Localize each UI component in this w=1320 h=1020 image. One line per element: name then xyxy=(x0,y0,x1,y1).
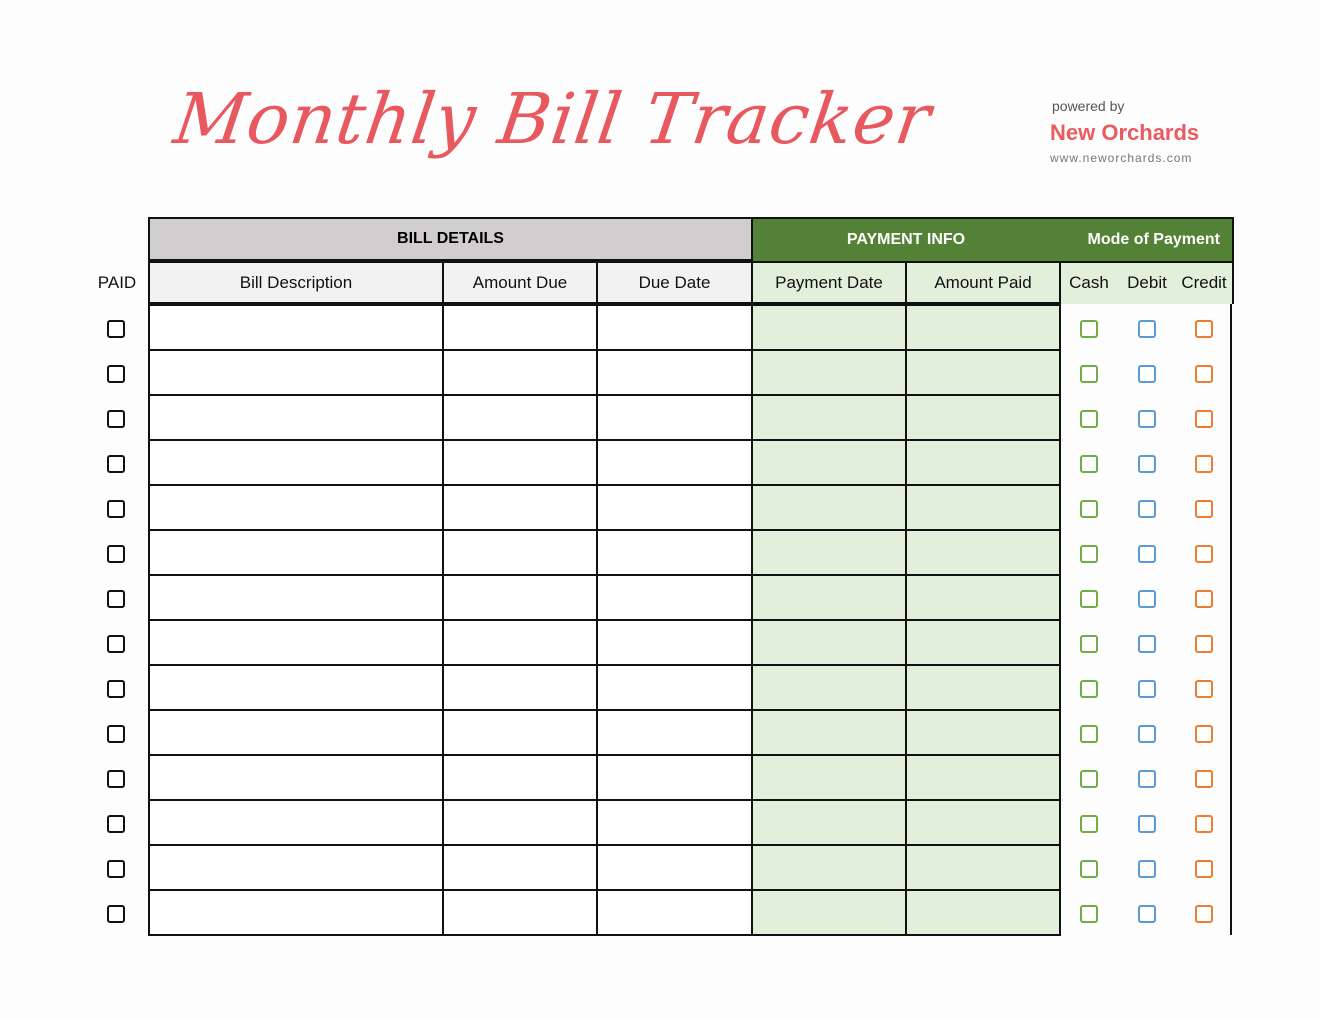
credit-checkbox[interactable] xyxy=(1195,410,1213,428)
table-cell[interactable] xyxy=(596,574,753,621)
table-cell[interactable] xyxy=(596,394,753,441)
cash-checkbox[interactable] xyxy=(1080,455,1098,473)
table-cell[interactable] xyxy=(905,394,1061,441)
table-cell[interactable] xyxy=(148,844,444,891)
debit-checkbox[interactable] xyxy=(1138,320,1156,338)
table-cell[interactable] xyxy=(148,754,444,801)
credit-checkbox[interactable] xyxy=(1195,590,1213,608)
brand-url: www.neworchards.com xyxy=(1050,151,1193,165)
mode-header-debit: Debit xyxy=(1127,272,1167,292)
credit-checkbox[interactable] xyxy=(1195,680,1213,698)
table-cell[interactable] xyxy=(442,709,598,756)
table-cell[interactable] xyxy=(442,439,598,486)
cash-checkbox[interactable] xyxy=(1080,815,1098,833)
table-cell[interactable] xyxy=(596,349,753,396)
cash-checkbox[interactable] xyxy=(1080,725,1098,743)
table-cell[interactable] xyxy=(596,619,753,666)
table-cell[interactable] xyxy=(442,529,598,576)
table-cell[interactable] xyxy=(751,574,907,621)
table-cell[interactable] xyxy=(596,709,753,756)
credit-checkbox[interactable] xyxy=(1195,320,1213,338)
cash-checkbox[interactable] xyxy=(1080,320,1098,338)
paid-checkbox[interactable] xyxy=(107,320,125,338)
credit-checkbox[interactable] xyxy=(1195,770,1213,788)
debit-checkbox[interactable] xyxy=(1138,500,1156,518)
column-header: Payment Date xyxy=(751,261,905,304)
table-cell[interactable] xyxy=(905,484,1061,531)
table-cell[interactable] xyxy=(596,484,753,531)
table-cell[interactable] xyxy=(905,754,1061,801)
table-cell[interactable] xyxy=(596,754,753,801)
credit-checkbox[interactable] xyxy=(1195,455,1213,473)
table-cell[interactable] xyxy=(148,664,444,711)
table-cell[interactable] xyxy=(751,484,907,531)
cash-checkbox[interactable] xyxy=(1080,365,1098,383)
table-cell[interactable] xyxy=(751,619,907,666)
table-cell[interactable] xyxy=(442,349,598,396)
mode-header-credit: Credit xyxy=(1181,272,1227,292)
table-cell[interactable] xyxy=(905,529,1061,576)
credit-checkbox[interactable] xyxy=(1195,725,1213,743)
cash-checkbox[interactable] xyxy=(1080,635,1098,653)
credit-checkbox[interactable] xyxy=(1195,860,1213,878)
table-cell[interactable] xyxy=(442,799,598,846)
table-cell[interactable] xyxy=(751,394,907,441)
cash-checkbox[interactable] xyxy=(1080,770,1098,788)
table-cell[interactable] xyxy=(442,889,598,936)
paid-checkbox[interactable] xyxy=(107,905,125,923)
debit-checkbox[interactable] xyxy=(1138,815,1156,833)
table-cell[interactable] xyxy=(442,844,598,891)
table-cell[interactable] xyxy=(442,304,598,351)
bill-details-header: BILL DETAILS xyxy=(148,217,751,261)
debit-checkbox[interactable] xyxy=(1138,590,1156,608)
brand-logo: New Orchards xyxy=(1050,120,1200,145)
table-cell[interactable] xyxy=(905,889,1061,936)
credit-checkbox[interactable] xyxy=(1195,905,1213,923)
cash-checkbox[interactable] xyxy=(1080,410,1098,428)
table-cell[interactable] xyxy=(148,484,444,531)
paid-header: PAID xyxy=(97,272,137,292)
table-cell[interactable] xyxy=(148,619,444,666)
table-cell[interactable] xyxy=(905,844,1061,891)
table-cell[interactable] xyxy=(442,394,598,441)
paid-checkbox[interactable] xyxy=(107,590,125,608)
table-cell[interactable] xyxy=(751,709,907,756)
credit-checkbox[interactable] xyxy=(1195,545,1213,563)
cash-checkbox[interactable] xyxy=(1080,590,1098,608)
column-header: Amount Paid xyxy=(905,261,1059,304)
cash-checkbox[interactable] xyxy=(1080,860,1098,878)
credit-checkbox[interactable] xyxy=(1195,815,1213,833)
table-cell[interactable] xyxy=(148,709,444,756)
page-title: Monthly Bill Tracker xyxy=(169,78,937,160)
table-cell[interactable] xyxy=(905,439,1061,486)
table-cell[interactable] xyxy=(596,844,753,891)
debit-checkbox[interactable] xyxy=(1138,680,1156,698)
debit-checkbox[interactable] xyxy=(1138,860,1156,878)
table-cell[interactable] xyxy=(905,349,1061,396)
table-cell[interactable] xyxy=(751,844,907,891)
cash-checkbox[interactable] xyxy=(1080,905,1098,923)
table-cell[interactable] xyxy=(596,529,753,576)
table-cell[interactable] xyxy=(442,574,598,621)
paid-checkbox[interactable] xyxy=(107,410,125,428)
table-cell[interactable] xyxy=(751,664,907,711)
table-cell[interactable] xyxy=(905,619,1061,666)
table-cell[interactable] xyxy=(751,304,907,351)
table-cell[interactable] xyxy=(442,619,598,666)
table-cell[interactable] xyxy=(148,529,444,576)
table-cell[interactable] xyxy=(148,574,444,621)
column-header: Bill Description xyxy=(148,261,442,304)
table-cell[interactable] xyxy=(596,664,753,711)
table-cell[interactable] xyxy=(148,889,444,936)
table-cell[interactable] xyxy=(148,394,444,441)
table-cell[interactable] xyxy=(148,439,444,486)
debit-checkbox[interactable] xyxy=(1138,905,1156,923)
table-cell[interactable] xyxy=(905,304,1061,351)
table-cell[interactable] xyxy=(905,664,1061,711)
debit-checkbox[interactable] xyxy=(1138,545,1156,563)
credit-checkbox[interactable] xyxy=(1195,500,1213,518)
debit-checkbox[interactable] xyxy=(1138,455,1156,473)
cash-checkbox[interactable] xyxy=(1080,680,1098,698)
paid-checkbox[interactable] xyxy=(107,770,125,788)
paid-checkbox[interactable] xyxy=(107,455,125,473)
table-cell[interactable] xyxy=(596,304,753,351)
credit-checkbox[interactable] xyxy=(1195,365,1213,383)
paid-checkbox[interactable] xyxy=(107,680,125,698)
table-cell[interactable] xyxy=(148,799,444,846)
table-cell[interactable] xyxy=(751,799,907,846)
powered-by: powered by xyxy=(1052,98,1125,114)
paid-checkbox[interactable] xyxy=(107,635,125,653)
paid-checkbox[interactable] xyxy=(107,860,125,878)
debit-checkbox[interactable] xyxy=(1138,365,1156,383)
table-cell[interactable] xyxy=(596,889,753,936)
table-cell[interactable] xyxy=(751,889,907,936)
table-cell[interactable] xyxy=(905,799,1061,846)
payment-info-header: PAYMENT INFO xyxy=(751,217,1059,261)
debit-checkbox[interactable] xyxy=(1138,770,1156,788)
cash-checkbox[interactable] xyxy=(1080,545,1098,563)
debit-checkbox[interactable] xyxy=(1138,725,1156,743)
mode-of-payment-header: Mode of Payment xyxy=(1059,217,1234,261)
mode-header-cash: Cash xyxy=(1069,272,1109,292)
paid-checkbox[interactable] xyxy=(107,500,125,518)
debit-checkbox[interactable] xyxy=(1138,635,1156,653)
paid-checkbox[interactable] xyxy=(107,545,125,563)
paid-checkbox[interactable] xyxy=(107,815,125,833)
table-cell[interactable] xyxy=(905,709,1061,756)
debit-checkbox[interactable] xyxy=(1138,410,1156,428)
table-cell[interactable] xyxy=(442,754,598,801)
paid-checkbox[interactable] xyxy=(107,725,125,743)
table-cell[interactable] xyxy=(905,574,1061,621)
table-cell[interactable] xyxy=(751,439,907,486)
paid-checkbox[interactable] xyxy=(107,365,125,383)
table-cell[interactable] xyxy=(442,484,598,531)
credit-checkbox[interactable] xyxy=(1195,635,1213,653)
cash-checkbox[interactable] xyxy=(1080,500,1098,518)
table-cell[interactable] xyxy=(596,799,753,846)
table-cell[interactable] xyxy=(751,349,907,396)
table-cell[interactable] xyxy=(751,754,907,801)
table-cell[interactable] xyxy=(596,439,753,486)
column-header: Due Date xyxy=(596,261,751,304)
table-cell[interactable] xyxy=(148,349,444,396)
table-cell[interactable] xyxy=(442,664,598,711)
table-cell[interactable] xyxy=(148,304,444,351)
column-header: Amount Due xyxy=(442,261,596,304)
table-cell[interactable] xyxy=(751,529,907,576)
